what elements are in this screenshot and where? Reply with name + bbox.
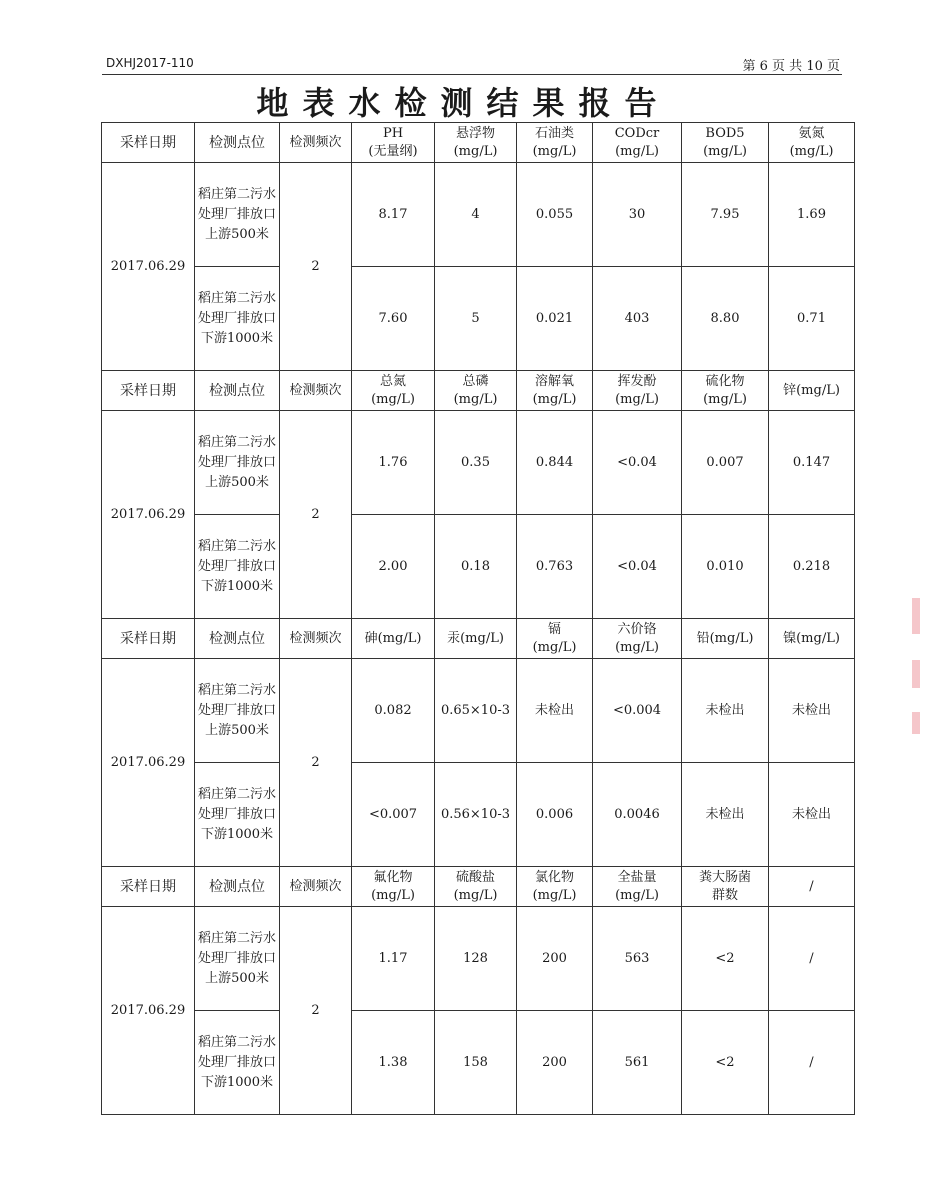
header-sampling-date: 采样日期 (102, 619, 195, 659)
parameter-name: 氟化物 (373, 869, 413, 885)
table-row (102, 763, 855, 867)
result-value: <0.04 (593, 515, 682, 619)
parameter-unit: (mg/L) (453, 391, 498, 407)
result-value: 0.055 (517, 163, 593, 267)
header-parameter (682, 371, 769, 411)
detection-frequency: 2 (280, 907, 352, 1115)
parameter-name: 镍(mg/L) (783, 630, 840, 646)
result-value: 0.18 (435, 515, 517, 619)
header-parameter (517, 619, 593, 659)
header-parameter (769, 867, 855, 907)
result-value: 8.80 (682, 267, 769, 371)
stamp-mark (912, 660, 920, 688)
header-location: 检测点位 (195, 867, 280, 907)
sampling-date: 2017.06.29 (102, 907, 195, 1115)
sampling-location: 稻庄第二污水处理厂排放口下游1000米 (195, 515, 280, 619)
table-header-row (102, 123, 855, 163)
header-frequency: 检测频次 (280, 371, 352, 411)
result-value: 403 (593, 267, 682, 371)
parameter-name: / (809, 878, 814, 894)
header-parameter (517, 867, 593, 907)
result-value: <0.04 (593, 411, 682, 515)
parameter-unit: (mg/L) (615, 143, 659, 159)
parameter-unit: (mg/L) (789, 143, 834, 159)
result-value: 1.69 (769, 163, 855, 267)
detection-frequency: 2 (280, 163, 352, 371)
parameter-name: BOD5 (705, 125, 745, 141)
result-value: 7.60 (352, 267, 435, 371)
table-row (102, 515, 855, 619)
detection-frequency: 2 (280, 659, 352, 867)
result-value: 563 (593, 907, 682, 1011)
result-value: 未检出 (769, 659, 855, 763)
table-row (102, 1011, 855, 1115)
parameter-name: 镉 (547, 621, 561, 637)
sampling-location: 稻庄第二污水处理厂排放口上游500米 (195, 907, 280, 1011)
detection-frequency: 2 (280, 411, 352, 619)
result-value: 0.006 (517, 763, 593, 867)
parameter-unit: (mg/L) (532, 143, 577, 159)
parameter-name: 全盐量 (617, 869, 657, 885)
sampling-location: 稻庄第二污水处理厂排放口上游500米 (195, 163, 280, 267)
table-header-row (102, 371, 855, 411)
result-value: 561 (593, 1011, 682, 1115)
table-row (102, 659, 855, 763)
report-title: 地表水检测结果报告 (256, 84, 671, 122)
parameter-name: 粪大肠菌 (698, 869, 751, 885)
result-value: 5 (435, 267, 517, 371)
result-value: 未检出 (517, 659, 593, 763)
parameter-name: 悬浮物 (455, 125, 495, 141)
table-header-row (102, 867, 855, 907)
result-value: 0.844 (517, 411, 593, 515)
result-value: <0.007 (352, 763, 435, 867)
document-number: DXHJ2017-110 (106, 56, 194, 70)
result-value: 未检出 (682, 659, 769, 763)
header-parameter (435, 867, 517, 907)
parameter-name: 汞(mg/L) (447, 630, 504, 646)
header-parameter (593, 619, 682, 659)
sampling-date: 2017.06.29 (102, 411, 195, 619)
result-value: 0.218 (769, 515, 855, 619)
table-row (102, 267, 855, 371)
parameter-name: 氯化物 (534, 869, 574, 885)
stamp-mark (912, 598, 920, 634)
result-value: 未检出 (769, 763, 855, 867)
header-location: 检测点位 (195, 371, 280, 411)
result-value: 2.00 (352, 515, 435, 619)
sampling-date: 2017.06.29 (102, 163, 195, 371)
header-sampling-date: 采样日期 (102, 867, 195, 907)
result-value: 0.082 (352, 659, 435, 763)
parameter-name: 锌(mg/L) (783, 382, 840, 398)
parameter-name: 挥发酚 (617, 373, 657, 389)
parameter-unit: (mg/L) (615, 391, 659, 407)
parameter-name: 总氮 (379, 373, 406, 389)
result-value: / (769, 907, 855, 1011)
sampling-location: 稻庄第二污水处理厂排放口下游1000米 (195, 267, 280, 371)
header-parameter (352, 371, 435, 411)
parameter-unit: (mg/L) (703, 391, 747, 407)
page-number: 第 6 页 共 10 页 (742, 59, 840, 74)
header-parameter (593, 867, 682, 907)
parameter-unit: (mg/L) (532, 639, 577, 655)
parameter-unit: (mg/L) (615, 639, 659, 655)
header-location: 检测点位 (195, 123, 280, 163)
parameter-unit: 群数 (711, 887, 738, 903)
header-parameter (593, 371, 682, 411)
parameter-name: 硫化物 (705, 373, 745, 389)
parameter-unit: (mg/L) (371, 391, 415, 407)
header-sampling-date: 采样日期 (102, 123, 195, 163)
result-value: 0.021 (517, 267, 593, 371)
header-parameter (682, 123, 769, 163)
result-value: 0.147 (769, 411, 855, 515)
result-value: 128 (435, 907, 517, 1011)
parameter-unit: (无量纲) (368, 143, 418, 159)
parameter-name: 硫酸盐 (455, 869, 495, 885)
parameter-name: 溶解氧 (534, 373, 574, 389)
result-value: 8.17 (352, 163, 435, 267)
sampling-location: 稻庄第二污水处理厂排放口下游1000米 (195, 1011, 280, 1115)
header-parameter (435, 619, 517, 659)
result-value: 7.95 (682, 163, 769, 267)
result-value: 0.0046 (593, 763, 682, 867)
result-value: <2 (682, 907, 769, 1011)
result-value: 4 (435, 163, 517, 267)
result-value: 30 (593, 163, 682, 267)
result-value: <0.004 (593, 659, 682, 763)
header-parameter (769, 123, 855, 163)
parameter-name: 总磷 (462, 373, 489, 389)
table-row (102, 163, 855, 267)
result-value: 0.007 (682, 411, 769, 515)
result-value: 0.71 (769, 267, 855, 371)
parameter-name: 六价铬 (617, 621, 657, 637)
header-parameter (517, 371, 593, 411)
header-sampling-date: 采样日期 (102, 371, 195, 411)
header-parameter (682, 619, 769, 659)
page-header (102, 52, 842, 75)
sampling-location: 稻庄第二污水处理厂排放口上游500米 (195, 659, 280, 763)
parameter-unit: (mg/L) (703, 143, 747, 159)
sampling-location: 稻庄第二污水处理厂排放口上游500米 (195, 411, 280, 515)
parameter-name: CODcr (614, 125, 660, 141)
header-parameter (682, 867, 769, 907)
header-parameter (517, 123, 593, 163)
header-parameter (352, 123, 435, 163)
parameter-name: 铅(mg/L) (696, 630, 754, 646)
header-parameter (769, 371, 855, 411)
header-frequency: 检测频次 (280, 619, 352, 659)
parameter-unit: (mg/L) (371, 887, 415, 903)
parameter-name: 石油类 (534, 125, 574, 141)
table-row (102, 907, 855, 1011)
header-frequency: 检测频次 (280, 123, 352, 163)
parameter-unit: (mg/L) (453, 887, 498, 903)
header-frequency: 检测频次 (280, 867, 352, 907)
result-value: 158 (435, 1011, 517, 1115)
header-parameter (593, 123, 682, 163)
result-value: 未检出 (682, 763, 769, 867)
result-value: / (769, 1011, 855, 1115)
sampling-location: 稻庄第二污水处理厂排放口下游1000米 (195, 763, 280, 867)
parameter-unit: (mg/L) (532, 391, 577, 407)
parameter-unit: (mg/L) (532, 887, 577, 903)
result-value: <2 (682, 1011, 769, 1115)
header-parameter (769, 619, 855, 659)
stamp-mark (912, 712, 920, 734)
result-value: 1.17 (352, 907, 435, 1011)
result-value: 200 (517, 1011, 593, 1115)
header-parameter (435, 371, 517, 411)
result-value: 0.763 (517, 515, 593, 619)
table-row (102, 411, 855, 515)
parameter-name: 砷(mg/L) (364, 630, 422, 646)
header-parameter (435, 123, 517, 163)
result-value: 200 (517, 907, 593, 1011)
header-location: 检测点位 (195, 619, 280, 659)
parameter-name: 氨氮 (798, 125, 825, 141)
parameter-unit: (mg/L) (615, 887, 659, 903)
result-value: 1.38 (352, 1011, 435, 1115)
result-value: 0.56×10-3 (435, 763, 517, 867)
header-parameter (352, 619, 435, 659)
table-header-row (102, 619, 855, 659)
result-value: 0.65×10-3 (435, 659, 517, 763)
sampling-date: 2017.06.29 (102, 659, 195, 867)
parameter-unit: (mg/L) (453, 143, 498, 159)
result-value: 0.010 (682, 515, 769, 619)
result-value: 1.76 (352, 411, 435, 515)
parameter-name: PH (382, 125, 404, 141)
result-value: 0.35 (435, 411, 517, 515)
header-parameter (352, 867, 435, 907)
results-table (101, 122, 855, 1115)
